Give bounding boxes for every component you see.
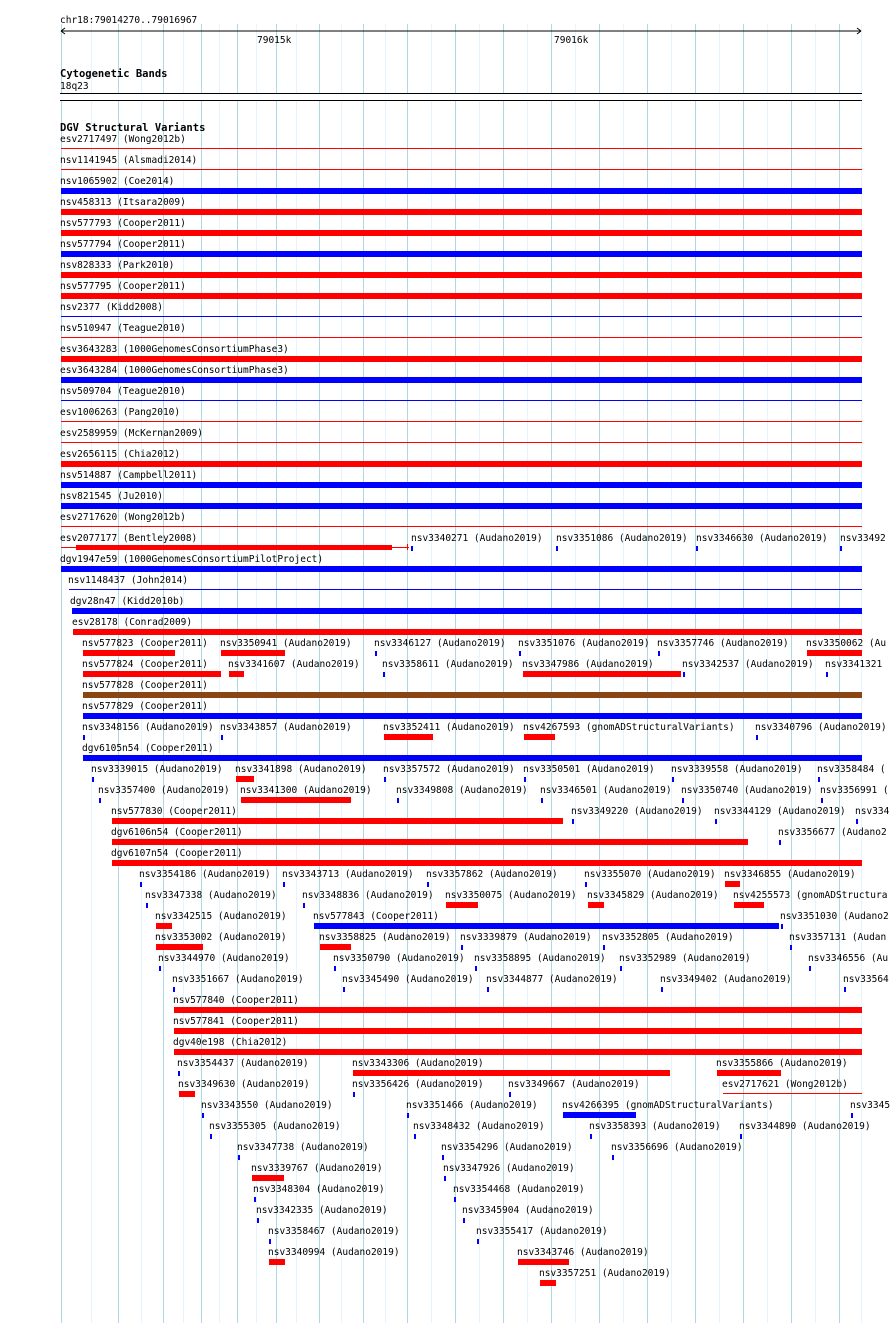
variant-label[interactable]: nsv3352989 (Audano2019) <box>619 953 751 964</box>
variant-tick[interactable] <box>257 1218 259 1223</box>
variant-label[interactable]: nsv3345 <box>850 1100 890 1111</box>
variant-label[interactable]: dgv40e198 (Chia2012) <box>173 1037 288 1048</box>
variant-line[interactable] <box>61 400 862 401</box>
variant-bar[interactable] <box>320 944 351 950</box>
variant-tick[interactable] <box>821 798 823 803</box>
variant-tick[interactable] <box>146 903 148 908</box>
variant-label[interactable]: nsv3342335 (Audano2019) <box>256 1205 388 1216</box>
variant-label[interactable]: nsv3344970 (Audano2019) <box>158 953 290 964</box>
variant-label[interactable]: nsv3350075 (Audano2019) <box>445 890 577 901</box>
variant-label[interactable]: nsv33492 <box>840 533 886 544</box>
variant-tick[interactable] <box>397 798 399 803</box>
variant-label[interactable]: nsv3349220 (Audano2019) <box>571 806 703 817</box>
variant-label[interactable]: nsv577843 (Cooper2011) <box>313 911 439 922</box>
variant-label[interactable]: nsv509704 (Teague2010) <box>60 386 186 397</box>
variant-bar[interactable] <box>174 1028 862 1034</box>
variant-bar[interactable] <box>725 881 740 887</box>
variant-bar[interactable] <box>179 1091 195 1097</box>
variant-label[interactable]: nsv2377 (Kidd2008) <box>60 302 163 313</box>
variant-tick[interactable] <box>519 651 521 656</box>
variant-label[interactable]: nsv3356426 (Audano2019) <box>352 1079 484 1090</box>
variant-bar[interactable] <box>112 818 563 824</box>
variant-tick[interactable] <box>375 651 377 656</box>
variant-label[interactable]: nsv577824 (Cooper2011) <box>82 659 208 670</box>
variant-tick[interactable] <box>524 777 526 782</box>
variant-tick[interactable] <box>343 987 345 992</box>
variant-label[interactable]: nsv3350062 (Au <box>806 638 887 649</box>
variant-tick[interactable] <box>620 966 622 971</box>
variant-bar[interactable] <box>83 692 862 698</box>
variant-label[interactable]: nsv577795 (Cooper2011) <box>60 281 186 292</box>
variant-tick[interactable] <box>383 672 385 677</box>
variant-label[interactable]: nsv3340994 (Audano2019) <box>268 1247 400 1258</box>
variant-label[interactable]: nsv3346556 (Au <box>808 953 889 964</box>
variant-line[interactable] <box>61 442 862 443</box>
variant-tick[interactable] <box>221 735 223 740</box>
variant-tick[interactable] <box>475 966 477 971</box>
variant-bar[interactable] <box>83 755 862 761</box>
variant-label[interactable]: nsv3339767 (Audano2019) <box>251 1163 383 1174</box>
variant-label[interactable]: nsv3355866 (Audano2019) <box>716 1058 848 1069</box>
variant-label[interactable]: nsv3358467 (Audano2019) <box>268 1226 400 1237</box>
variant-label[interactable]: nsv3342537 (Audano2019) <box>682 659 814 670</box>
variant-bar[interactable] <box>734 902 764 908</box>
variant-bar[interactable] <box>446 902 478 908</box>
variant-label[interactable]: nsv3341607 (Audano2019) <box>228 659 360 670</box>
variant-tick[interactable] <box>658 651 660 656</box>
variant-label[interactable]: nsv3343746 (Audano2019) <box>517 1247 649 1258</box>
variant-label[interactable]: nsv3346855 (Audano2019) <box>724 869 856 880</box>
variant-label[interactable]: nsv577829 (Cooper2011) <box>82 701 208 712</box>
variant-label[interactable]: nsv577840 (Cooper2011) <box>173 995 299 1006</box>
variant-label[interactable]: nsv3350941 (Audano2019) <box>220 638 352 649</box>
variant-bar[interactable] <box>717 1070 781 1076</box>
variant-bar[interactable] <box>269 1259 285 1265</box>
variant-tick[interactable] <box>411 546 413 551</box>
variant-bar[interactable] <box>61 188 862 194</box>
variant-label[interactable]: esv2656115 (Chia2012) <box>60 449 181 460</box>
variant-label[interactable]: nsv3350501 (Audano2019) <box>523 764 655 775</box>
variant-label[interactable]: nsv3349630 (Audano2019) <box>178 1079 310 1090</box>
variant-bar[interactable] <box>61 461 862 467</box>
variant-label[interactable]: nsv3345904 (Audano2019) <box>462 1205 594 1216</box>
variant-bar[interactable] <box>156 923 172 929</box>
variant-label[interactable]: nsv3339015 (Audano2019) <box>91 764 223 775</box>
variant-label[interactable]: dgv6107n54 (Cooper2011) <box>111 848 243 859</box>
variant-bar[interactable] <box>61 209 862 215</box>
variant-tick[interactable] <box>844 987 846 992</box>
variant-label[interactable]: nsv577794 (Cooper2011) <box>60 239 186 250</box>
variant-tick[interactable] <box>696 546 698 551</box>
variant-label[interactable]: nsv3349667 (Audano2019) <box>508 1079 640 1090</box>
variant-label[interactable]: nsv3354468 (Audano2019) <box>453 1184 585 1195</box>
variant-label[interactable]: nsv3343550 (Audano2019) <box>201 1100 333 1111</box>
variant-label[interactable]: nsv3354437 (Audano2019) <box>177 1058 309 1069</box>
variant-tick[interactable] <box>414 1134 416 1139</box>
variant-bar[interactable] <box>236 776 254 782</box>
variant-label[interactable]: nsv3348836 (Audano2019) <box>302 890 434 901</box>
variant-bar[interactable] <box>174 1049 862 1055</box>
ruler-tick-label: 79015k <box>257 35 292 46</box>
variant-bar[interactable] <box>83 650 175 656</box>
variant-label[interactable]: nsv4267593 (gnomADStructuralVariants) <box>523 722 735 733</box>
variant-label[interactable]: esv2717497 (Wong2012b) <box>60 134 186 145</box>
variant-tick[interactable] <box>384 777 386 782</box>
variant-tick[interactable] <box>781 924 783 929</box>
variant-tick[interactable] <box>585 882 587 887</box>
variant-tick[interactable] <box>83 735 85 740</box>
variant-tick[interactable] <box>407 1113 409 1118</box>
variant-bar[interactable] <box>156 944 203 950</box>
grid-line <box>341 24 342 1323</box>
variant-bar[interactable] <box>73 629 862 635</box>
grid-line <box>385 24 386 1323</box>
variant-label[interactable]: nsv3340796 (Audano2019) <box>755 722 887 733</box>
variant-label[interactable]: nsv510947 (Teague2010) <box>60 323 186 334</box>
variant-tick[interactable] <box>92 777 94 782</box>
variant-label[interactable]: nsv3345490 (Audano2019) <box>342 974 474 985</box>
variant-tick[interactable] <box>682 798 684 803</box>
cytoband-track-title: Cytogenetic Bands <box>60 68 168 80</box>
variant-tick[interactable] <box>818 777 820 782</box>
variant-line-cap <box>407 544 408 550</box>
variant-label[interactable]: nsv3357746 (Audano2019) <box>657 638 789 649</box>
variant-tick[interactable] <box>756 735 758 740</box>
variant-line[interactable] <box>61 526 862 527</box>
variant-label[interactable]: nsv3357572 (Audano2019) <box>383 764 515 775</box>
variant-tick[interactable] <box>140 882 142 887</box>
variant-label[interactable]: nsv828333 (Park2010) <box>60 260 175 271</box>
variant-label[interactable]: nsv3347338 (Audano2019) <box>145 890 277 901</box>
variant-tick[interactable] <box>477 1239 479 1244</box>
variant-label[interactable]: nsv3357862 (Audano2019) <box>426 869 558 880</box>
variant-tick[interactable] <box>283 882 285 887</box>
variant-tick[interactable] <box>487 987 489 992</box>
variant-bar[interactable] <box>540 1280 556 1286</box>
variant-tick[interactable] <box>715 819 717 824</box>
variant-label[interactable]: nsv3340271 (Audano2019) <box>411 533 543 544</box>
variant-label[interactable]: nsv3343306 (Audano2019) <box>352 1058 484 1069</box>
variant-label[interactable]: nsv3352411 (Audano2019) <box>383 722 515 733</box>
variant-label[interactable]: nsv3357251 (Audano2019) <box>539 1268 671 1279</box>
variant-label[interactable]: nsv3339558 (Audano2019) <box>671 764 803 775</box>
variant-bar[interactable] <box>524 734 555 740</box>
variant-label[interactable]: nsv3351076 (Audano2019) <box>518 638 650 649</box>
variant-label[interactable]: nsv3349402 (Audano2019) <box>660 974 792 985</box>
variant-label[interactable]: dgv6106n54 (Cooper2011) <box>111 827 243 838</box>
variant-label[interactable]: nsv3343857 (Audano2019) <box>220 722 352 733</box>
variant-label[interactable]: nsv1141945 (Alsmadi2014) <box>60 155 198 166</box>
variant-label[interactable]: dgv28n47 (Kidd2010b) <box>70 596 185 607</box>
variant-tick[interactable] <box>454 1197 456 1202</box>
variant-label[interactable]: nsv3347738 (Audano2019) <box>237 1142 369 1153</box>
variant-label[interactable]: nsv3345829 (Audano2019) <box>587 890 719 901</box>
variant-label[interactable]: esv2717621 (Wong2012b) <box>722 1079 848 1090</box>
variant-tick[interactable] <box>444 1176 446 1181</box>
variant-tick[interactable] <box>779 840 781 845</box>
variant-label[interactable]: nsv3351466 (Audano2019) <box>406 1100 538 1111</box>
variant-tick[interactable] <box>254 1197 256 1202</box>
variant-label[interactable]: nsv577793 (Cooper2011) <box>60 218 186 229</box>
variant-label[interactable]: nsv334 <box>855 806 890 817</box>
variant-label[interactable]: nsv3344890 (Audano2019) <box>739 1121 871 1132</box>
variant-bar[interactable] <box>588 902 604 908</box>
variant-tick[interactable] <box>809 966 811 971</box>
variant-bar[interactable] <box>61 272 862 278</box>
variant-bar[interactable] <box>61 293 862 299</box>
variant-label[interactable]: nsv577823 (Cooper2011) <box>82 638 208 649</box>
ruler-tick-label: 79016k <box>554 35 589 46</box>
variant-tick[interactable] <box>238 1155 240 1160</box>
variant-label[interactable]: nsv3350740 (Audano2019) <box>681 785 813 796</box>
variant-label[interactable]: nsv458313 (Itsara2009) <box>60 197 186 208</box>
variant-bar[interactable] <box>112 860 862 866</box>
variant-bar[interactable] <box>314 923 779 929</box>
dgv-track-title: DGV Structural Variants <box>60 122 206 134</box>
variant-bar[interactable] <box>252 1175 284 1181</box>
variant-label[interactable]: nsv514887 (Campbell2011) <box>60 470 198 481</box>
variant-label[interactable]: nsv3351030 (Audano2 <box>780 911 889 922</box>
variant-tick[interactable] <box>99 798 101 803</box>
variant-label[interactable]: nsv3342515 (Audano2019) <box>155 911 287 922</box>
variant-label[interactable]: nsv3347926 (Audano2019) <box>443 1163 575 1174</box>
variant-label[interactable]: nsv3356991 ( <box>820 785 889 796</box>
variant-label[interactable]: esv2589959 (McKernan2009) <box>60 428 203 439</box>
variant-bar[interactable] <box>523 671 681 677</box>
variant-tick[interactable] <box>740 1134 742 1139</box>
variant-label[interactable]: nsv577830 (Cooper2011) <box>111 806 237 817</box>
variant-label[interactable]: dgv6105n54 (Cooper2011) <box>82 743 214 754</box>
variant-bar[interactable] <box>61 377 862 383</box>
variant-tick[interactable] <box>661 987 663 992</box>
variant-tick[interactable] <box>612 1155 614 1160</box>
cytoband-bar[interactable] <box>60 93 862 101</box>
variant-bar[interactable] <box>384 734 433 740</box>
variant-tick[interactable] <box>590 1134 592 1139</box>
variant-label[interactable]: esv3643284 (1000GenomesConsortiumPhase3) <box>60 365 289 376</box>
location-label: chr18:79014270..79016967 <box>60 15 198 26</box>
variant-label[interactable]: nsv3344877 (Audano2019) <box>486 974 618 985</box>
variant-label[interactable]: nsv3355070 (Audano2019) <box>584 869 716 880</box>
variant-label[interactable]: nsv3353002 (Audano2019) <box>155 932 287 943</box>
variant-tick[interactable] <box>541 798 543 803</box>
variant-label[interactable]: nsv4266395 (gnomADStructuralVariants) <box>562 1100 774 1111</box>
variant-tick[interactable] <box>603 945 605 950</box>
variant-bar[interactable] <box>241 797 351 803</box>
ruler-axis <box>0 20 890 60</box>
variant-tick[interactable] <box>210 1134 212 1139</box>
variant-tick[interactable] <box>509 1092 511 1097</box>
variant-line[interactable] <box>61 316 862 317</box>
variant-tick[interactable] <box>683 672 685 677</box>
variant-tick[interactable] <box>826 672 828 677</box>
variant-line[interactable] <box>61 148 862 149</box>
variant-bar[interactable] <box>807 650 862 656</box>
variant-tick[interactable] <box>159 966 161 971</box>
variant-bar[interactable] <box>61 356 862 362</box>
variant-label[interactable]: nsv3349808 (Audano2019) <box>396 785 528 796</box>
variant-line[interactable] <box>723 1093 862 1094</box>
variant-label[interactable]: nsv3354296 (Audano2019) <box>441 1142 573 1153</box>
variant-label[interactable]: nsv3358825 (Audano2019) <box>319 932 451 943</box>
variant-label[interactable]: nsv33564 <box>843 974 889 985</box>
variant-label[interactable]: nsv1065902 (Coe2014) <box>60 176 175 187</box>
variant-label[interactable]: esv2717620 (Wong2012b) <box>60 512 186 523</box>
variant-tick[interactable] <box>178 1071 180 1076</box>
variant-tick[interactable] <box>461 945 463 950</box>
variant-tick[interactable] <box>572 819 574 824</box>
variant-line[interactable] <box>61 421 862 422</box>
variant-tick[interactable] <box>334 966 336 971</box>
variant-tick[interactable] <box>463 1218 465 1223</box>
variant-bar[interactable] <box>174 1007 862 1013</box>
variant-label[interactable]: nsv3339879 (Audano2019) <box>460 932 592 943</box>
variant-label[interactable]: nsv577828 (Cooper2011) <box>82 680 208 691</box>
variant-label[interactable]: esv3643283 (1000GenomesConsortiumPhase3) <box>60 344 289 355</box>
variant-label[interactable]: nsv3355305 (Audano2019) <box>209 1121 341 1132</box>
variant-label[interactable]: esv28178 (Conrad2009) <box>72 617 193 628</box>
variant-label[interactable]: nsv3351667 (Audano2019) <box>172 974 304 985</box>
variant-bar[interactable] <box>61 566 862 572</box>
grid-line <box>407 24 408 1323</box>
cytoband-label: 18q23 <box>60 81 89 92</box>
variant-tick[interactable] <box>856 819 858 824</box>
variant-label[interactable]: nsv3351086 (Audano2019) <box>556 533 688 544</box>
variant-bar[interactable] <box>518 1259 569 1265</box>
variant-label[interactable]: nsv1148437 (John2014) <box>68 575 189 586</box>
variant-tick[interactable] <box>442 1155 444 1160</box>
variant-bar[interactable] <box>229 671 244 677</box>
variant-bar[interactable] <box>61 503 862 509</box>
variant-tick[interactable] <box>790 945 792 950</box>
variant-tick[interactable] <box>202 1113 204 1118</box>
variant-tick[interactable] <box>851 1113 853 1118</box>
variant-label[interactable]: esv2077177 (Bentley2008) <box>60 533 198 544</box>
variant-tick[interactable] <box>269 1239 271 1244</box>
variant-bar[interactable] <box>353 1070 670 1076</box>
variant-tick[interactable] <box>556 546 558 551</box>
variant-bar[interactable] <box>221 650 285 656</box>
variant-tick[interactable] <box>840 546 842 551</box>
variant-label[interactable]: nsv3354186 (Audano2019) <box>139 869 271 880</box>
variant-label[interactable]: nsv3358895 (Audano2019) <box>474 953 606 964</box>
variant-label[interactable]: nsv3347986 (Audano2019) <box>522 659 654 670</box>
variant-label[interactable]: nsv3352805 (Audano2019) <box>602 932 734 943</box>
variant-bar[interactable] <box>112 839 748 845</box>
variant-tick[interactable] <box>173 987 175 992</box>
variant-line[interactable] <box>61 169 862 170</box>
variant-tick[interactable] <box>427 882 429 887</box>
variant-bar[interactable] <box>83 713 862 719</box>
variant-tick[interactable] <box>672 777 674 782</box>
variant-label[interactable]: dgv1947e59 (1000GenomesConsortiumPilotProject) <box>60 554 324 565</box>
variant-tick[interactable] <box>353 1092 355 1097</box>
variant-label[interactable]: nsv3341898 (Audano2019) <box>235 764 367 775</box>
variant-label[interactable]: nsv3356677 (Audano2 <box>778 827 887 838</box>
variant-label[interactable]: nsv3341321 <box>825 659 883 670</box>
variant-label[interactable]: nsv3357131 (Audan <box>789 932 887 943</box>
variant-bar[interactable] <box>563 1112 636 1118</box>
variant-line[interactable] <box>69 589 862 590</box>
variant-bar[interactable] <box>83 671 221 677</box>
variant-label[interactable]: nsv3346630 (Audano2019) <box>696 533 828 544</box>
variant-label[interactable]: nsv821545 (Ju2010) <box>60 491 163 502</box>
variant-label[interactable]: esv1006263 (Pang2010) <box>60 407 181 418</box>
variant-tick[interactable] <box>303 903 305 908</box>
variant-label[interactable]: nsv3358611 (Audano2019) <box>382 659 514 670</box>
variant-label[interactable]: nsv3355417 (Audano2019) <box>476 1226 608 1237</box>
variant-label[interactable]: nsv3348304 (Audano2019) <box>253 1184 385 1195</box>
grid-line <box>363 24 364 1323</box>
variant-bar[interactable] <box>61 251 862 257</box>
variant-line[interactable] <box>61 337 862 338</box>
variant-label[interactable]: nsv3343713 (Audano2019) <box>282 869 414 880</box>
variant-label[interactable]: nsv3350790 (Audano2019) <box>333 953 465 964</box>
variant-bar[interactable] <box>72 608 862 614</box>
variant-label[interactable]: nsv3348432 (Audano2019) <box>413 1121 545 1132</box>
variant-label[interactable]: nsv3356696 (Audano2019) <box>611 1142 743 1153</box>
variant-bar[interactable] <box>61 230 862 236</box>
variant-label[interactable]: nsv3346127 (Audano2019) <box>374 638 506 649</box>
variant-label[interactable]: nsv4255573 (gnomADStructura <box>733 890 888 901</box>
variant-label[interactable]: nsv3341300 (Audano2019) <box>240 785 372 796</box>
variant-bar[interactable] <box>61 482 862 488</box>
variant-bar[interactable] <box>76 545 392 550</box>
variant-label[interactable]: nsv3358393 (Audano2019) <box>589 1121 721 1132</box>
variant-label[interactable]: nsv3344129 (Audano2019) <box>714 806 846 817</box>
variant-label[interactable]: nsv3348156 (Audano2019) <box>82 722 214 733</box>
variant-label[interactable]: nsv3358484 ( <box>817 764 886 775</box>
variant-label[interactable]: nsv3346501 (Audano2019) <box>540 785 672 796</box>
variant-label[interactable]: nsv3357400 (Audano2019) <box>98 785 230 796</box>
variant-label[interactable]: nsv577841 (Cooper2011) <box>173 1016 299 1027</box>
